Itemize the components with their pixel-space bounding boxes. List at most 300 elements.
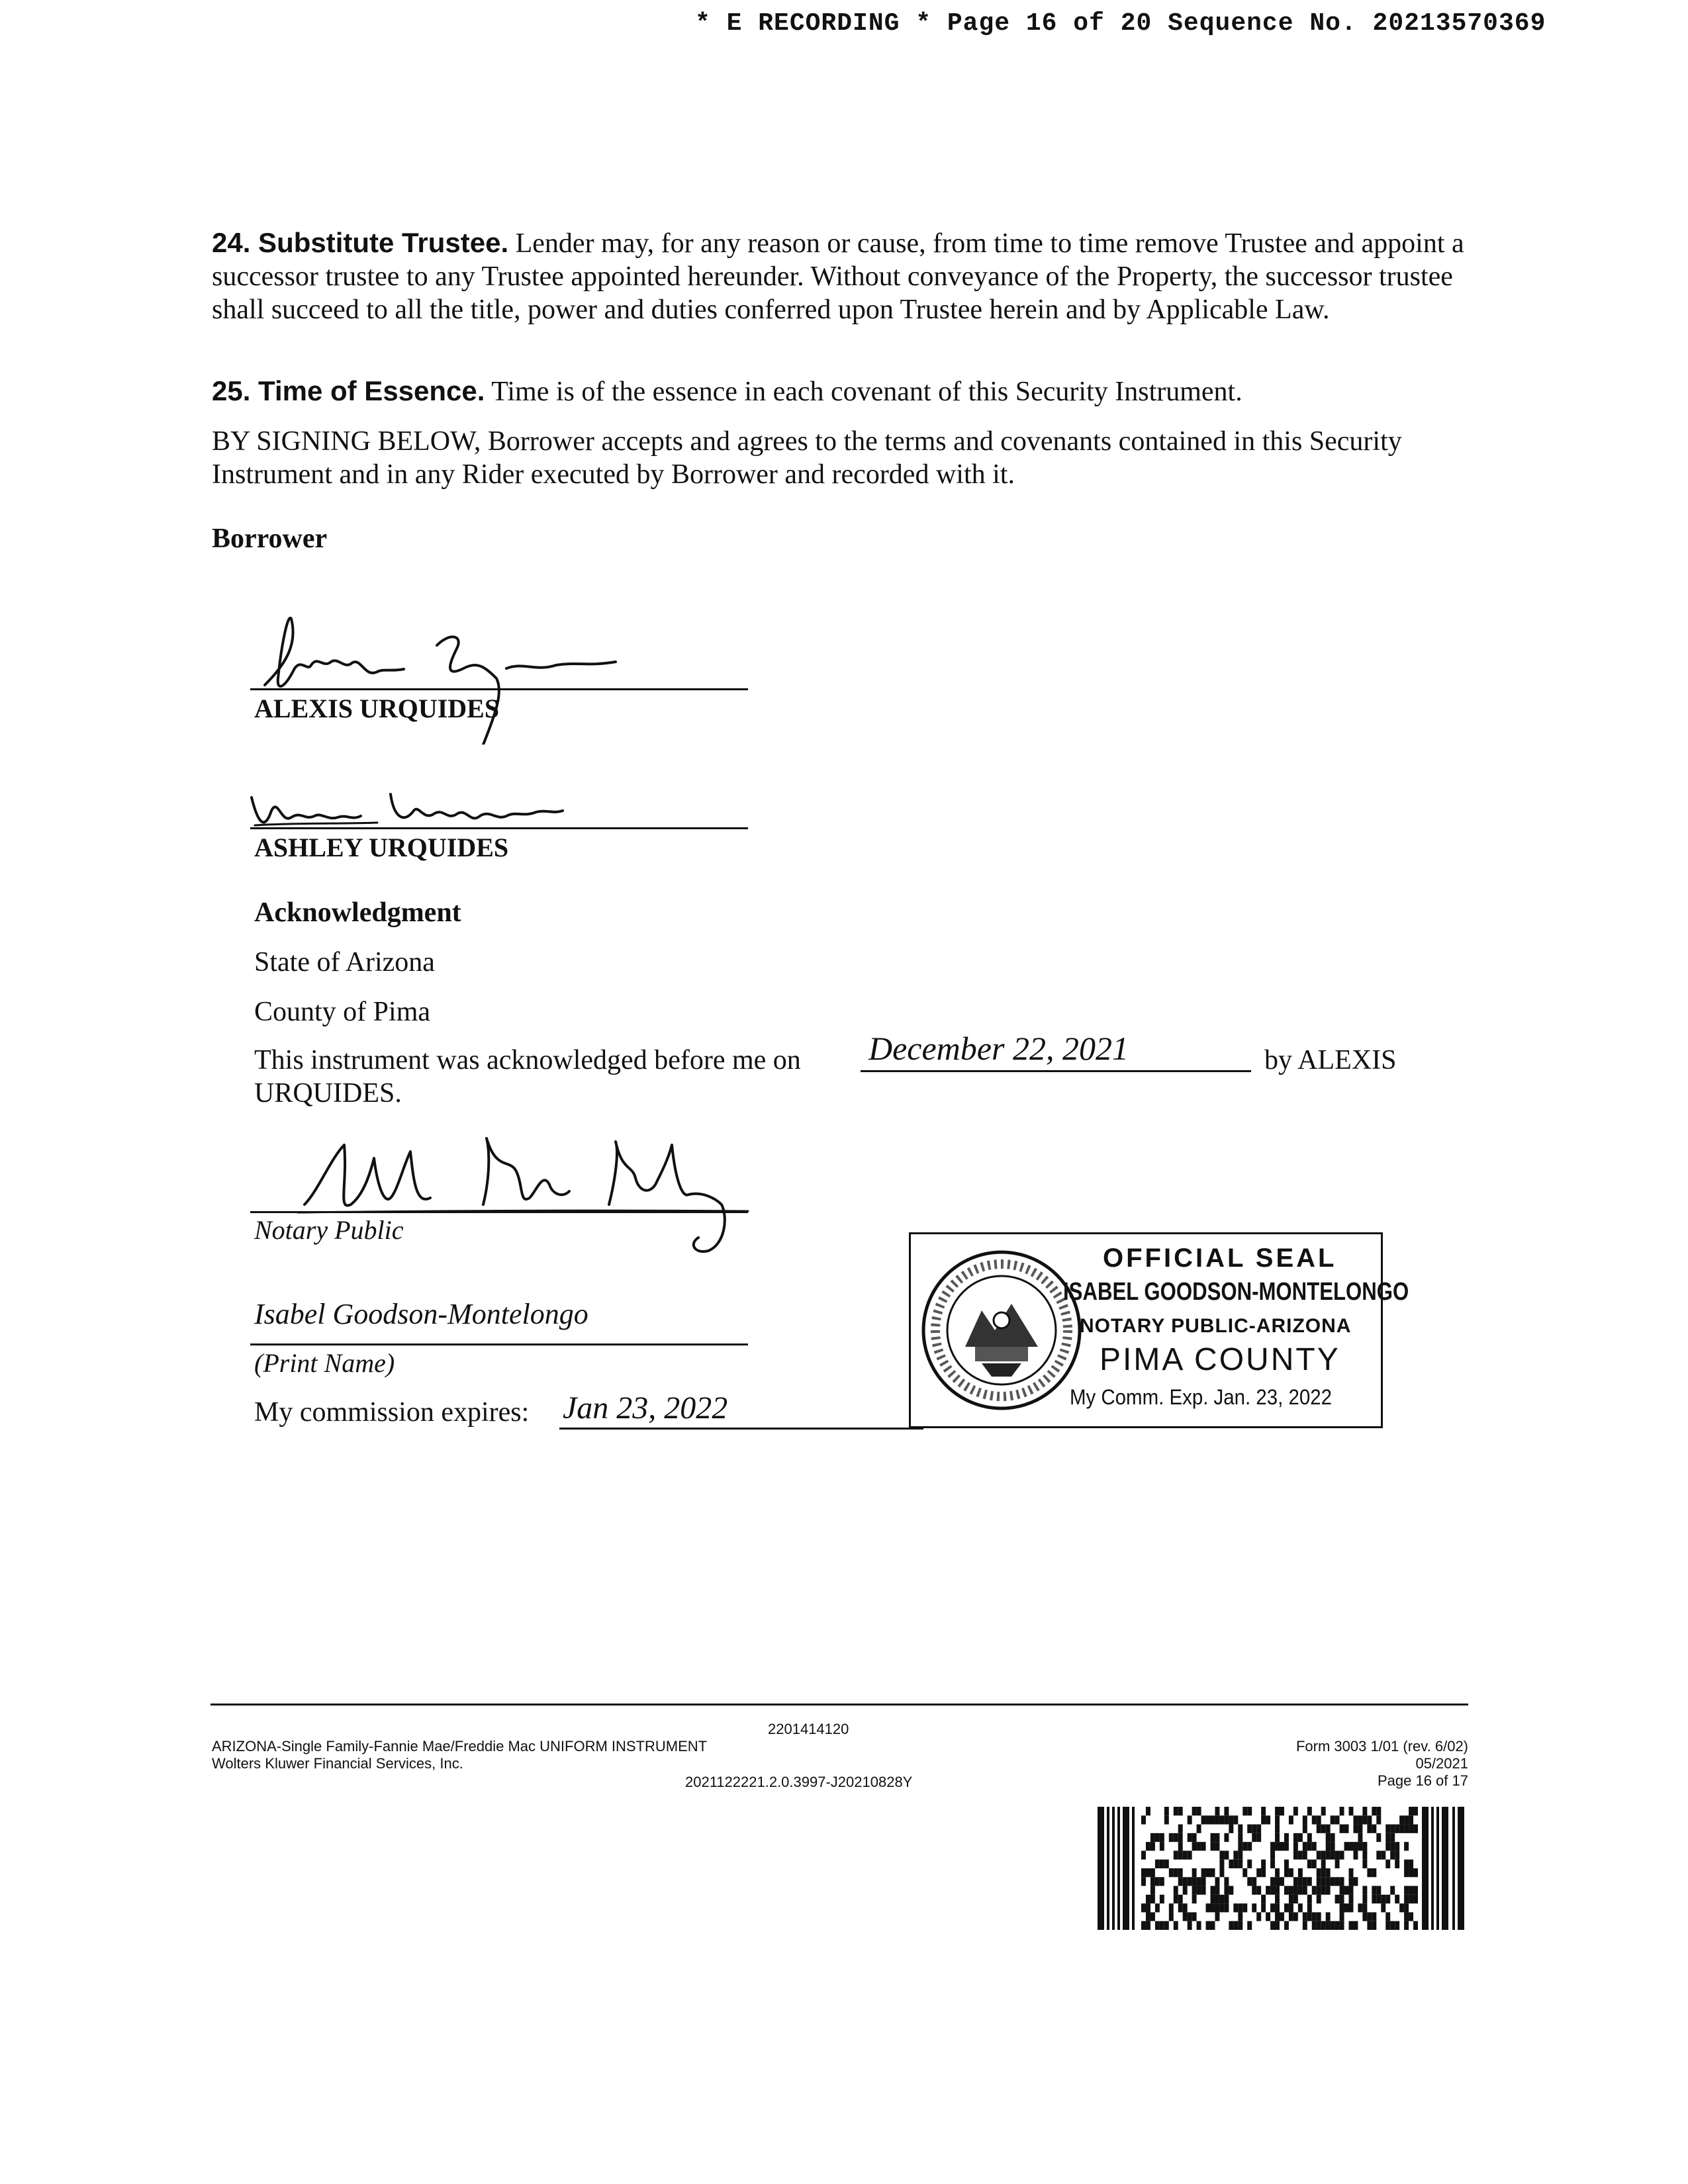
barcode-module	[1358, 1825, 1362, 1833]
barcode-module	[1266, 1912, 1270, 1921]
barcode-module	[1238, 1850, 1243, 1859]
barcode-module	[1326, 1850, 1331, 1859]
barcode-module	[1376, 1895, 1381, 1903]
barcode-module	[1247, 1877, 1252, 1886]
seal-county: PIMA COUNTY	[1100, 1342, 1340, 1377]
barcode-module	[1303, 1877, 1307, 1886]
barcode-module	[1141, 1903, 1146, 1912]
barcode-module	[1164, 1815, 1169, 1824]
barcode-module	[1413, 1895, 1418, 1903]
barcode-module	[1298, 1903, 1303, 1912]
barcode-module	[1349, 1807, 1354, 1815]
barcode-module	[1307, 1877, 1312, 1886]
barcode-module	[1224, 1815, 1229, 1824]
barcode-module	[1275, 1815, 1280, 1824]
barcode-module	[1349, 1842, 1354, 1850]
borrower-heading: Borrower	[212, 523, 328, 554]
barcode-module	[1150, 1842, 1155, 1850]
barcode-module	[1307, 1903, 1312, 1912]
barcode-module	[1178, 1868, 1183, 1877]
barcode-module	[1178, 1833, 1183, 1842]
barcode-module	[1367, 1868, 1372, 1877]
barcode-module	[1192, 1886, 1197, 1895]
footer-left-line1: ARIZONA-Single Family-Fannie Mae/Freddie Mac UNIFORM INSTRUMENT	[212, 1738, 708, 1754]
barcode-module	[1349, 1921, 1354, 1930]
barcode-start-bar	[1098, 1807, 1104, 1930]
barcode-module	[1321, 1860, 1326, 1868]
barcode-module	[1298, 1833, 1303, 1842]
barcode-module	[1261, 1903, 1266, 1912]
barcode-module	[1312, 1842, 1317, 1850]
barcode-module	[1270, 1860, 1275, 1868]
barcode-module	[1224, 1877, 1229, 1886]
barcode-module	[1385, 1895, 1390, 1903]
barcode-module	[1331, 1815, 1335, 1824]
barcode-module	[1224, 1886, 1229, 1895]
barcode-module	[1409, 1825, 1413, 1833]
barcode-module	[1409, 1815, 1413, 1824]
barcode-module	[1206, 1868, 1211, 1877]
barcode-module	[1317, 1886, 1321, 1895]
barcode-module	[1344, 1842, 1349, 1850]
section-25	[212, 375, 1470, 408]
barcode-module	[1256, 1868, 1261, 1877]
barcode-module	[1219, 1903, 1224, 1912]
barcode-module	[1238, 1860, 1243, 1868]
barcode-module	[1312, 1886, 1317, 1895]
barcode-module	[1335, 1895, 1340, 1903]
barcode-module	[1385, 1860, 1390, 1868]
barcode-module	[1174, 1833, 1178, 1842]
barcode-module	[1390, 1886, 1395, 1895]
barcode-module	[1243, 1903, 1247, 1912]
barcode-module	[1321, 1868, 1326, 1877]
section-24-body: Lender may, for any reason or cause, from time to time remove Trustee and appoint a successor trustee to any Trustee appointed hereunder. Without conveyance of the Property, the successor trustee shall succeed to all the title, power and duties conferred upon Trustee herein and by Applicable Law.	[212, 228, 1464, 325]
barcode-module	[1362, 1903, 1367, 1912]
barcode-module	[1321, 1886, 1326, 1895]
footer-page-number: Page 16 of 17	[1377, 1772, 1468, 1789]
barcode-module	[1247, 1842, 1252, 1850]
barcode-module	[1303, 1921, 1307, 1930]
barcode-module	[1372, 1912, 1376, 1921]
barcode-module	[1376, 1886, 1381, 1895]
barcode-module	[1340, 1850, 1344, 1859]
barcode-module	[1358, 1842, 1362, 1850]
barcode-module	[1303, 1825, 1307, 1833]
barcode-module	[1326, 1868, 1331, 1877]
section-25-title: 25. Time of Essence.	[212, 375, 485, 406]
barcode-module	[1188, 1850, 1192, 1859]
barcode-module	[1174, 1921, 1178, 1930]
barcode-module	[1141, 1921, 1146, 1930]
barcode-module	[1183, 1877, 1188, 1886]
barcode-module	[1141, 1815, 1146, 1824]
barcode-module	[1321, 1807, 1326, 1815]
barcode-module	[1238, 1912, 1243, 1921]
barcode-module	[1344, 1886, 1349, 1895]
barcode-module	[1275, 1903, 1280, 1912]
barcode-module	[1326, 1833, 1331, 1842]
barcode-module	[1385, 1833, 1390, 1842]
barcode-module	[1381, 1903, 1385, 1912]
barcode-module	[1211, 1868, 1215, 1877]
barcode-module	[1409, 1912, 1413, 1921]
borrower-1-signature-line	[250, 688, 748, 690]
barcode-module	[1150, 1886, 1155, 1895]
barcode-module	[1243, 1807, 1247, 1815]
barcode-module	[1340, 1825, 1344, 1833]
barcode-module	[1275, 1833, 1280, 1842]
ack-county: County of Pima	[254, 997, 431, 1027]
barcode-module	[1307, 1912, 1312, 1921]
barcode-module	[1413, 1886, 1418, 1895]
barcode-module	[1340, 1895, 1344, 1903]
barcode-module	[1362, 1895, 1367, 1903]
barcode-module	[1335, 1921, 1340, 1930]
barcode-module	[1409, 1895, 1413, 1903]
barcode-module	[1331, 1833, 1335, 1842]
barcode-module	[1404, 1895, 1409, 1903]
barcode-module	[1155, 1921, 1160, 1930]
barcode-module	[1238, 1842, 1243, 1850]
barcode-module	[1178, 1825, 1183, 1833]
barcode-module	[1317, 1850, 1321, 1859]
barcode-module	[1362, 1850, 1367, 1859]
barcode-module	[1174, 1850, 1178, 1859]
barcode-module	[1362, 1886, 1367, 1895]
ack-date-line	[861, 1070, 1251, 1072]
barcode-module	[1298, 1850, 1303, 1859]
barcode-module	[1270, 1903, 1275, 1912]
barcode-module	[1307, 1833, 1312, 1842]
barcode-module	[1317, 1825, 1321, 1833]
barcode-module	[1353, 1825, 1358, 1833]
barcode-module	[1211, 1833, 1215, 1842]
barcode-module	[1280, 1877, 1284, 1886]
recording-header: * E RECORDING * Page 16 of 20 Sequence No. 20213570369	[695, 9, 1546, 38]
barcode-module	[1188, 1833, 1192, 1842]
barcode-module	[1409, 1807, 1413, 1815]
barcode-module	[1307, 1895, 1312, 1903]
barcode-module	[1229, 1921, 1233, 1930]
barcode-module	[1413, 1921, 1418, 1930]
barcode-module	[1298, 1868, 1303, 1877]
ack-date-field	[861, 1029, 1251, 1075]
barcode-module	[1146, 1868, 1150, 1877]
barcode-start-bar	[1112, 1807, 1115, 1930]
barcode-module	[1206, 1903, 1211, 1912]
barcode-module	[1344, 1903, 1349, 1912]
barcode-module	[1275, 1921, 1280, 1930]
barcode-module	[1233, 1815, 1238, 1824]
barcode-module	[1160, 1860, 1164, 1868]
barcode-module	[1211, 1815, 1215, 1824]
barcode-module	[1317, 1815, 1321, 1824]
barcode-module	[1219, 1868, 1224, 1877]
barcode-module	[1353, 1850, 1358, 1859]
barcode-module	[1192, 1842, 1197, 1850]
great-seal-emblem-icon	[919, 1248, 1084, 1413]
notary-public-label: Notary Public	[254, 1215, 404, 1245]
barcode-module	[1155, 1903, 1160, 1912]
barcode-module	[1275, 1807, 1280, 1815]
barcode-module	[1229, 1860, 1233, 1868]
barcode-module	[1404, 1912, 1409, 1921]
barcode-module	[1215, 1807, 1219, 1815]
barcode-module	[1289, 1868, 1293, 1877]
barcode-module	[1293, 1877, 1298, 1886]
barcode-module	[1367, 1825, 1372, 1833]
barcode-module	[1261, 1807, 1266, 1815]
barcode-module	[1178, 1807, 1183, 1815]
barcode-module	[1317, 1895, 1321, 1903]
barcode-module	[1192, 1868, 1197, 1877]
barcode-module	[1197, 1921, 1201, 1930]
barcode-module	[1174, 1895, 1178, 1903]
barcode-module	[1146, 1912, 1150, 1921]
barcode-module	[1293, 1886, 1298, 1895]
barcode-module	[1349, 1895, 1354, 1903]
barcode-module	[1275, 1886, 1280, 1895]
barcode-module	[1261, 1868, 1266, 1877]
barcode-module	[1169, 1868, 1174, 1877]
print-name-line	[250, 1343, 748, 1345]
barcode-module	[1192, 1807, 1197, 1815]
barcode-module	[1395, 1842, 1399, 1850]
barcode-module	[1197, 1842, 1201, 1850]
barcode-module	[1252, 1877, 1256, 1886]
barcode-start-bar	[1107, 1807, 1109, 1930]
barcode-start-bar	[1117, 1807, 1120, 1930]
barcode-module	[1275, 1842, 1280, 1850]
barcode-module	[1344, 1825, 1349, 1833]
barcode-module	[1395, 1860, 1399, 1868]
barcode-module	[1275, 1895, 1280, 1903]
barcode-module	[1404, 1921, 1409, 1930]
barcode-module	[1298, 1886, 1303, 1895]
barcode-module	[1390, 1850, 1395, 1859]
barcode-module	[1256, 1886, 1261, 1895]
barcode-module	[1247, 1921, 1252, 1930]
barcode-module	[1376, 1815, 1381, 1824]
barcode-module	[1372, 1895, 1376, 1903]
barcode-module	[1289, 1912, 1293, 1921]
barcode-module	[1376, 1850, 1381, 1859]
barcode-module	[1340, 1877, 1344, 1886]
barcode-stop-bar	[1442, 1807, 1448, 1930]
barcode-module	[1358, 1903, 1362, 1912]
barcode-module	[1188, 1921, 1192, 1930]
barcode-module	[1183, 1850, 1188, 1859]
barcode-module	[1293, 1833, 1298, 1842]
barcode-module	[1238, 1921, 1243, 1930]
barcode-module	[1270, 1886, 1275, 1895]
barcode-module	[1409, 1886, 1413, 1895]
barcode-module	[1224, 1833, 1229, 1842]
barcode-module	[1289, 1886, 1293, 1895]
barcode-module	[1307, 1860, 1312, 1868]
barcode-module	[1307, 1842, 1312, 1850]
barcode-module	[1174, 1807, 1178, 1815]
barcode-module	[1160, 1921, 1164, 1930]
barcode-module	[1256, 1912, 1261, 1921]
barcode-start-bar	[1132, 1807, 1135, 1930]
barcode-module	[1178, 1903, 1183, 1912]
barcode-module	[1224, 1895, 1229, 1903]
barcode-module	[1141, 1850, 1146, 1859]
barcode-module	[1349, 1886, 1354, 1895]
barcode-module	[1224, 1807, 1229, 1815]
barcode-module	[1362, 1912, 1367, 1921]
barcode-module	[1372, 1825, 1376, 1833]
barcode-module	[1293, 1842, 1298, 1850]
acknowledgment-heading: Acknowledgment	[254, 897, 461, 928]
barcode-start-bar	[1123, 1807, 1129, 1930]
barcode-module	[1229, 1886, 1233, 1895]
barcode-module	[1256, 1825, 1261, 1833]
barcode-module	[1303, 1850, 1307, 1859]
barcode-module	[1404, 1868, 1409, 1877]
barcode-module	[1404, 1903, 1409, 1912]
barcode-module	[1169, 1903, 1174, 1912]
barcode-module	[1192, 1833, 1197, 1842]
notary-signature-line	[250, 1211, 748, 1213]
barcode-module	[1326, 1912, 1331, 1921]
barcode-module	[1201, 1868, 1206, 1877]
commission-label: My commission expires:	[254, 1397, 530, 1428]
barcode-module	[1362, 1807, 1367, 1815]
barcode-stop-bar	[1431, 1807, 1434, 1930]
barcode-module	[1372, 1807, 1376, 1815]
barcode-module	[1275, 1825, 1280, 1833]
barcode-module	[1261, 1860, 1266, 1868]
barcode-module	[1192, 1877, 1197, 1886]
barcode-module	[1340, 1807, 1344, 1815]
barcode-module	[1367, 1912, 1372, 1921]
barcode-module	[1303, 1912, 1307, 1921]
barcode-module	[1183, 1912, 1188, 1921]
barcode-module	[1178, 1842, 1183, 1850]
barcode-module	[1340, 1912, 1344, 1921]
barcode-module	[1367, 1815, 1372, 1824]
barcode-module	[1252, 1903, 1256, 1912]
footer-form-number: Form 3003 1/01 (rev. 6/02)	[1295, 1738, 1468, 1754]
signing-statement: BY SIGNING BELOW, Borrower accepts and agrees to the terms and covenants contained in this Security Instrument and in any Rider executed by Borrower and recorded with it.	[212, 426, 1402, 490]
barcode-module	[1307, 1807, 1312, 1815]
barcode-module	[1201, 1815, 1206, 1824]
barcode-module	[1358, 1815, 1362, 1824]
barcode-module	[1141, 1877, 1146, 1886]
barcode-module	[1141, 1868, 1146, 1877]
barcode-module	[1233, 1860, 1238, 1868]
barcode-module	[1275, 1877, 1280, 1886]
barcode-module	[1197, 1807, 1201, 1815]
barcode-module	[1229, 1815, 1233, 1824]
barcode-module	[1335, 1877, 1340, 1886]
barcode-module	[1155, 1833, 1160, 1842]
barcode-module	[1247, 1825, 1252, 1833]
barcode-module	[1372, 1921, 1376, 1930]
barcode-module	[1206, 1815, 1211, 1824]
barcode-module	[1289, 1903, 1293, 1912]
barcode-module	[1197, 1825, 1201, 1833]
barcode-module	[1372, 1868, 1376, 1877]
barcode-module	[1233, 1921, 1238, 1930]
barcode-module	[1280, 1807, 1284, 1815]
barcode-module	[1312, 1921, 1317, 1930]
barcode-module	[1280, 1912, 1284, 1921]
barcode-module	[1381, 1850, 1385, 1859]
barcode-module	[1413, 1807, 1418, 1815]
barcode-module	[1160, 1877, 1164, 1886]
borrower-2-signature	[245, 784, 589, 837]
barcode-module	[1326, 1842, 1331, 1850]
barcode-module	[1192, 1912, 1197, 1921]
barcode-module	[1390, 1842, 1395, 1850]
barcode-module	[1174, 1868, 1178, 1877]
barcode-module	[1146, 1921, 1150, 1930]
barcode-module	[1312, 1860, 1317, 1868]
barcode-module	[1390, 1825, 1395, 1833]
barcode-module	[1349, 1877, 1354, 1886]
barcode-module	[1266, 1815, 1270, 1824]
barcode-module	[1164, 1921, 1169, 1930]
barcode-module	[1381, 1895, 1385, 1903]
barcode-module	[1266, 1886, 1270, 1895]
print-name-label: (Print Name)	[254, 1348, 395, 1378]
barcode-module	[1238, 1825, 1243, 1833]
barcode-module	[1215, 1833, 1219, 1842]
seal-commission: My Comm. Exp. Jan. 23, 2022	[1070, 1385, 1332, 1409]
barcode-module	[1326, 1877, 1331, 1886]
barcode-module	[1150, 1877, 1155, 1886]
barcode-module	[1215, 1912, 1219, 1921]
barcode-module	[1206, 1921, 1211, 1930]
barcode-module	[1224, 1850, 1229, 1859]
barcode-module	[1340, 1921, 1344, 1930]
barcode-module	[1164, 1807, 1169, 1815]
barcode-module	[1215, 1886, 1219, 1895]
footer-rule	[211, 1704, 1468, 1706]
barcode-module	[1404, 1860, 1409, 1868]
barcode-module	[1215, 1895, 1219, 1903]
barcode-module	[1293, 1912, 1298, 1921]
barcode-module	[1188, 1815, 1192, 1824]
barcode-module	[1270, 1877, 1275, 1886]
barcode-module	[1284, 1886, 1289, 1895]
barcode-module	[1284, 1921, 1289, 1930]
footer-left-line2: Wolters Kluwer Financial Services, Inc.	[212, 1755, 463, 1772]
barcode-module	[1164, 1860, 1169, 1868]
barcode-module	[1353, 1877, 1358, 1886]
barcode-module	[1317, 1912, 1321, 1921]
barcode-module	[1395, 1825, 1399, 1833]
barcode-module	[1284, 1860, 1289, 1868]
barcode-module	[1367, 1921, 1372, 1930]
barcode-module	[1317, 1868, 1321, 1877]
barcode-module	[1160, 1833, 1164, 1842]
barcode-stop-bar	[1436, 1807, 1439, 1930]
borrower-1-name: ALEXIS URQUIDES	[254, 694, 500, 723]
barcode-module	[1280, 1842, 1284, 1850]
barcode-module	[1293, 1807, 1298, 1815]
barcode-module	[1183, 1886, 1188, 1895]
barcode-module	[1275, 1868, 1280, 1877]
barcode-module	[1233, 1850, 1238, 1859]
barcode-module	[1331, 1921, 1335, 1930]
barcode-module	[1211, 1921, 1215, 1930]
barcode-module	[1247, 1860, 1252, 1868]
